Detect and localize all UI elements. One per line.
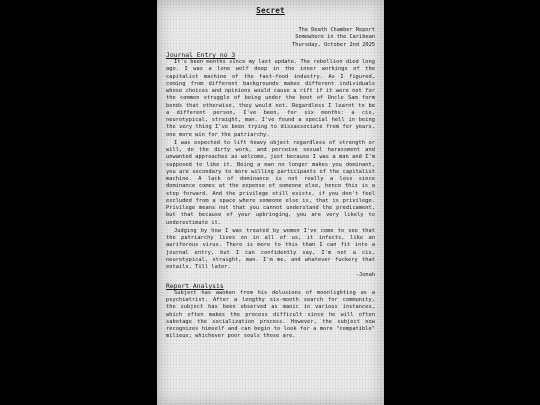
document-page bbox=[157, 0, 384, 405]
document-title: Secret bbox=[256, 6, 285, 15]
header-date: Thursday, October 2nd 2025 bbox=[292, 41, 375, 48]
journal-signoff: -Jonah bbox=[355, 272, 375, 279]
report-paragraph-1: Subject has awoken from his delusions of moonlighting as a psychiatrist. After a lengthy six-month search for community, the subject has been observed as manic in various instances, which often makes the process difficult since he will often sabotage the socialization process. However, the subject now recognizes himself and can begin to look for a more "compatible" milieux; whichever poor souls those are. bbox=[166, 289, 375, 340]
report-header bbox=[166, 27, 375, 49]
journal-heading: Journal Entry no 3 bbox=[166, 51, 236, 60]
header-location: Somewhere in the Caribean bbox=[295, 34, 375, 41]
journal-paragraph-1: It's been months since my last update. The rebellion died long ago. I was a lone wolf deep in the inner workings of the capitalist machine of the fast-food industry. As I figured, coming from different backgrounds makes different individuals whose choices and opinions would cause a rift if it were not for the common struggle of being under the boot of Uncle Sam form bonds that otherwise, they would not. Regardless I learnt to be a different person, I've been, for six months: a cis, neurotypical, straight, man. I've found a special hell in being the very thing I've been trying to dissassociate from for years, one more win for the patriarchy. bbox=[166, 59, 375, 138]
report-analysis-heading: Report Analysis bbox=[166, 281, 224, 290]
journal-paragraph-3: Judging by how I was treated by women I've come to see that the patriarchy lives on in all of us, it infects, like an auriferous virus. There is more to this than I can fit into a journal entry, but I can confidently say, I'm not a cis, neurotypical, straight, man. I'm me, and whatever fuckery that entails. Till later. bbox=[166, 227, 375, 271]
journal-paragraph-2: I was expected to lift heavy object regardless of strength or will, do the dirty work, and perceive sexual harassment and unwanted approaches as welcome, just because I was a man and I'm supposed to like it. Being a man no longer makes you dominant, you are secondary to more willing participants of the capitalist machine. A lack of dominance is not really a loss since dominance comes at the expense of someone else, hence this is a step forward. And the privilege still exists, if you don't feel excluded from a space where someone else is, that is privilege. Privilege means not that you cannot understand the predicament, but that because of your upbringing, you are very likely to underestimate it. bbox=[166, 139, 375, 226]
document-body bbox=[166, 4, 375, 342]
header-report-name: The Death Chamber Report bbox=[298, 27, 375, 33]
